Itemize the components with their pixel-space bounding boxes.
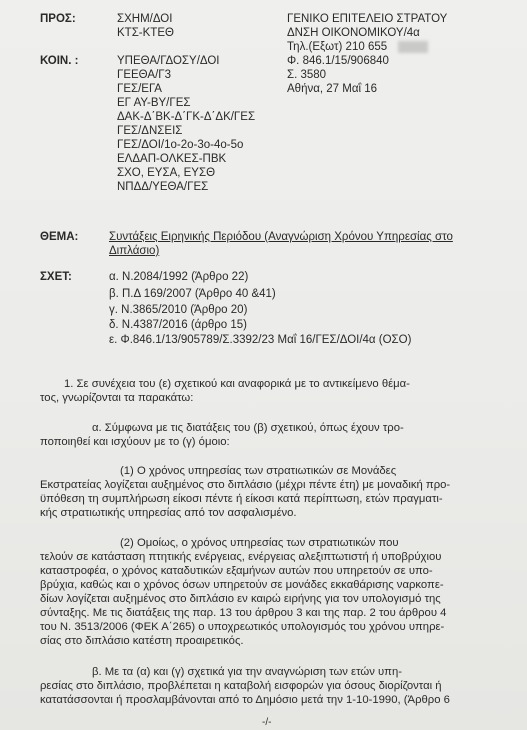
paragraph-1-line: τος, γνωρίζονται τα παρακάτω: [40, 392, 194, 404]
koin-recipient: ΓΕΣ/ΕΓΑ [117, 83, 162, 95]
sender-reference: Σ. 3580 [287, 69, 327, 81]
pros-recipient: ΚΤΣ-ΚΤΕΘ [117, 27, 174, 39]
koin-recipient: ΕΓ ΑΥ-ΒΥ/ΓΕΣ [117, 97, 191, 109]
paragraph-a1-line: ϋπόθεση τη συμπλήρωση είκοσι πέντε ή είκοσι κατά περίπτωση, ετών πραγματι- [40, 493, 443, 505]
paragraph-a2-line: δίων λογίζεται αυξημένος στο διπλάσιο εν καιρώ ειρήνης για τον υπολογισμό της [40, 593, 441, 605]
paragraph-a2-line: του Ν. 3513/2006 (ΦΕΚ Α΄265) ο υποχρεωτικός υπολογισμός του χρόνου υπηρε- [40, 621, 445, 633]
pros-label: ΠΡΟΣ: [40, 13, 76, 25]
thema-line: Συντάξεις Ειρηνικής Περιόδου (Αναγνώριση Χρόνου Υπηρεσίας στο [109, 231, 453, 243]
sender-file-number: Φ. 846.1/15/906840 [287, 55, 389, 67]
sxet-label: ΣΧΕΤ: [40, 271, 72, 283]
koin-recipient: ΥΠΕΘΑ/ΓΔΟΣΥ/ΔΟΙ [117, 55, 220, 67]
koin-recipient: ΓΕΕΘΑ/Γ3 [117, 69, 172, 81]
sxet-item: ε. Φ.846.1/13/905789/Σ.3392/23 Μαΐ 16/ΓΕΣ/ΔΟΙ/4α (ΟΣΟ) [109, 334, 412, 346]
koin-recipient: ΓΕΣ/ΔΟΙ/1ο-2ο-3ο-4ο-5ο [117, 139, 244, 151]
sxet-item: δ. Ν.4387/2016 (άρθρο 15) [109, 319, 248, 331]
paragraph-b-line: β. Με τα (α) και (γ) σχετικά για την αναγνώριση των ετών υπη- [92, 666, 403, 678]
koin-recipient: ΣΧΟ, ΕΥΣΑ, ΕΥΣΘ [117, 167, 216, 179]
page-continuation-mark: -/- [262, 717, 272, 728]
koin-recipient: ΕΛΔΑΠ-ΟΛΚΕΣ-ΠΒΚ [117, 153, 227, 165]
sxet-item: β. Π.Δ 169/2007 (Άρθρο 40 &41) [109, 288, 276, 300]
sender-date: Αθήνα, 27 Μαΐ 16 [287, 83, 378, 95]
paragraph-a1-line: κής στρατιωτικής υπηρεσίας από τον ασφαλισμένο. [40, 507, 297, 519]
thema-label: ΘΕΜΑ: [40, 231, 79, 243]
paragraph-b-line: κατατάσσονται ή προσλαμβάνονται από το Δημόσιο μετά την 1-10-1990, (Άρθρο 6 [40, 694, 450, 706]
sxet-item: γ. Ν.3865/2010 (Άρθρο 20) [109, 304, 248, 316]
paragraph-a2-line: σίας στο διπλάσιο κατέστη προαιρετικός. [40, 635, 244, 647]
paragraph-b-line: ρεσίας στο διπλάσιο, προβλέπεται η καταβολή εισφορών για όσους διορίζονται ή [40, 680, 442, 692]
paragraph-a1-line: (1) Ο χρόνος υπηρεσίας των στρατιωτικών σε Μονάδες [120, 465, 397, 477]
koin-label: ΚΟΙΝ. : [40, 55, 79, 67]
koin-recipient: ΓΕΣ/ΔΝΣΕΙΣ [117, 125, 183, 137]
koin-recipient: ΔΑΚ-Δ΄ΒΚ-Δ΄ΓΚ-Δ΄ΔΚ/ΓΕΣ [117, 111, 256, 123]
koin-recipient: ΝΠΔΔ/ΥΕΘΑ/ΓΕΣ [117, 181, 209, 193]
paragraph-a2-line: σύνταξης. Με τις διατάξεις της παρ. 13 του άρθρου 3 και της παρ. 2 του άρθρου 4 [40, 607, 447, 619]
thema-line: Διπλάσιο) [109, 245, 160, 257]
sender-line: ΓΕΝΙΚΟ ΕΠΙΤΕΛΕΙΟ ΣΤΡΑΤΟΥ [287, 13, 448, 25]
paragraph-a1-line: Εκστρατείας λογίζεται αυξημένος στο διπλάσιο (μέχρι πέντε έτη) με μοναδική προ- [40, 479, 451, 491]
paragraph-a-line: ποποιηθεί και ισχύουν με το (γ) όμοιο: [40, 436, 230, 448]
paragraph-a2-line: καταστροφέα, ο χρόνος καταδυτικών εξαμήνων αυτών που υπηρετούν σε υπο- [40, 565, 433, 577]
paragraph-a2-line: (2) Ομοίως, ο χρόνος υπηρεσίας των στρατιωτικών που [120, 537, 399, 549]
paragraph-1-line: 1. Σε συνέχεια του (ε) σχετικού και αναφορικά με το αντικείμενο θέμα- [64, 378, 410, 390]
paragraph-a2-line: τελούν σε κατάσταση πτητικής ενέργειας, ενέργειας αλεξιπτωτιστή ή υποβρύχιου [40, 551, 442, 563]
sxet-item: α. Ν.2084/1992 (Άρθρο 22) [109, 271, 249, 283]
paragraph-a2-line: βρύχια, καθώς και ο χρόνος όσων υπηρετούν σε μονάδες εκκαθάρισης ναρκοπε- [40, 579, 444, 591]
sender-phone: Τηλ.(Εξωτ) 210 655 [287, 41, 388, 53]
redacted-phone-digits [398, 41, 428, 53]
paragraph-a-line: α. Σύμφωνα με τις διατάξεις του (β) σχετικού, όπως έχουν τρο- [92, 422, 404, 434]
pros-recipient: ΣΧΗΜ/ΔΟΙ [117, 13, 173, 25]
sender-line: ΔΝΣΗ ΟΙΚΟΝΟΜΙΚΟΥ/4α [287, 27, 420, 39]
